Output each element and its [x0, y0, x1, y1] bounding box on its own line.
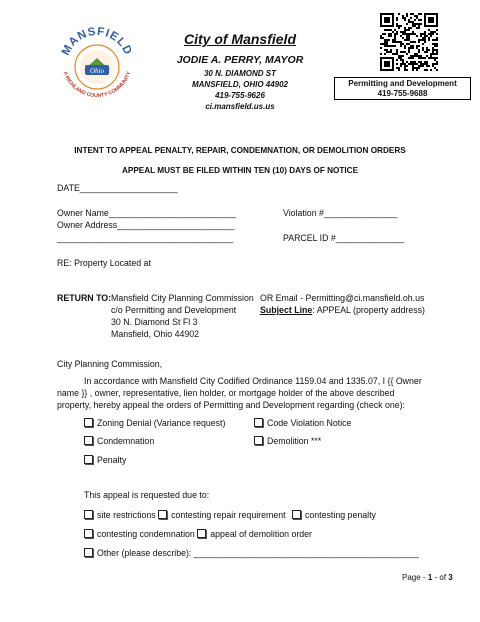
return-address-line1: Mansfield City Planning Commission	[111, 293, 254, 303]
page-of-label: - of	[434, 573, 447, 582]
reason-penalty[interactable]	[292, 510, 376, 520]
return-address-line4: Mansfield, Ohio 44902	[111, 329, 200, 339]
address-phone: 419-755-9626	[215, 91, 265, 100]
reason-other-label: Other (please describe): ______________________________________________	[97, 548, 419, 558]
reason-repair[interactable]	[158, 510, 285, 520]
option-condemnation[interactable]	[84, 436, 154, 446]
reason-site-label: site restrictions	[97, 510, 156, 520]
owner-name-field[interactable]: Owner Name__________________________	[57, 208, 237, 218]
checkbox-icon[interactable]	[84, 510, 93, 519]
salutation: City Planning Commission,	[57, 359, 163, 369]
address-street: 30 N. DIAMOND ST	[203, 69, 276, 78]
reason-other[interactable]	[84, 548, 419, 558]
option-zoning-label: Zoning Denial (Variance request)	[97, 418, 226, 428]
reason-repair-label: contesting repair requirement	[171, 510, 286, 520]
appeal-text-line1: In accordance with Mansfield City Codified Ordinance 1159.04 and 1335.07, I {{ Owner	[84, 376, 422, 386]
reasons-intro: This appeal is requested due to:	[84, 490, 210, 500]
subject-line-label: Subject Line	[260, 305, 313, 315]
mayor-name: JODIE A. PERRY, MAYOR	[176, 54, 304, 66]
checkbox-icon[interactable]	[158, 510, 167, 519]
return-address-line3: 30 N. Diamond St Fl 3	[111, 317, 198, 327]
checkbox-icon[interactable]	[84, 529, 93, 538]
department-name: Permitting and Development	[348, 79, 457, 88]
reasons-row1	[84, 510, 376, 520]
city-logo	[54, 22, 140, 108]
option-penalty[interactable]	[84, 455, 126, 465]
option-zoning[interactable]	[84, 418, 225, 428]
logo-badge: Ohio	[90, 67, 104, 75]
appeal-text-line3: property, hereby appeal the orders of Permitting and Development regarding (check one):	[57, 400, 405, 410]
page-number: 1	[427, 573, 433, 582]
violation-field[interactable]: Violation #_______________	[283, 208, 398, 218]
option-condemnation-label: Condemnation	[97, 436, 155, 446]
owner-address-line2[interactable]: ____________________________________	[57, 233, 234, 243]
department-phone: 419-755-9688	[377, 89, 428, 98]
reason-condemnation[interactable]	[84, 529, 195, 539]
option-penalty-label: Penalty	[97, 455, 127, 465]
checkbox-icon[interactable]	[254, 436, 263, 445]
reason-site[interactable]	[84, 510, 156, 520]
return-address-line2: c/o Permitting and Development	[111, 305, 237, 315]
address-city: MANSFIELD, OHIO 44902	[191, 80, 289, 89]
return-to-label: RETURN TO:	[57, 293, 112, 303]
checkbox-icon[interactable]	[84, 455, 93, 464]
option-demolition-label: Demolition ***	[267, 436, 322, 446]
subject-line	[260, 305, 425, 315]
page-label: Page -	[402, 573, 426, 582]
reason-condemnation-label: contesting condemnation	[97, 529, 195, 539]
option-demolition[interactable]	[254, 436, 321, 446]
option-code-violation[interactable]	[254, 418, 351, 428]
checkbox-icon[interactable]	[292, 510, 301, 519]
reason-demolition[interactable]	[197, 529, 312, 539]
qr-code	[380, 13, 438, 71]
date-field[interactable]: DATE____________________	[57, 183, 178, 193]
checkbox-icon[interactable]	[197, 529, 206, 538]
checkbox-icon[interactable]	[84, 418, 93, 427]
page-indicator	[402, 573, 453, 582]
page-total: 3	[448, 573, 453, 582]
owner-address-field[interactable]: Owner Address________________________	[57, 220, 235, 230]
checkbox-icon[interactable]	[84, 436, 93, 445]
option-code-violation-label: Code Violation Notice	[267, 418, 352, 428]
checkbox-icon[interactable]	[84, 548, 93, 557]
reasons-row2	[84, 529, 312, 539]
reason-penalty-label: contesting penalty	[305, 510, 376, 520]
parcel-field[interactable]: PARCEL ID #______________	[283, 233, 405, 243]
appeal-text-line2: name }} , owner, representative, lien holder, or mortgage holder of the above described	[57, 388, 395, 398]
property-location-label: RE: Property Located at	[57, 258, 151, 268]
form-subtitle: APPEAL MUST BE FILED WITHIN TEN (10) DAYS OF NOTICE	[121, 166, 359, 175]
logo-wordmark: MANSFIELD	[59, 25, 135, 58]
return-email[interactable]: OR Email - Permitting@ci.mansfield.oh.us	[260, 293, 425, 303]
logo-tagline: A RICHLAND COUNTY COMMUNITY	[61, 70, 133, 100]
reason-demolition-label: appeal of demolition order	[210, 529, 312, 539]
checkbox-icon[interactable]	[254, 418, 263, 427]
website-link[interactable]: ci.mansfield.us.us	[205, 102, 275, 111]
city-title: City of Mansfield	[183, 31, 296, 47]
subject-line-value: : APPEAL (property address)	[312, 305, 425, 315]
form-title: INTENT TO APPEAL PENALTY, REPAIR, CONDEMNATION, OR DEMOLITION ORDERS	[74, 146, 406, 155]
department-box	[334, 77, 471, 100]
